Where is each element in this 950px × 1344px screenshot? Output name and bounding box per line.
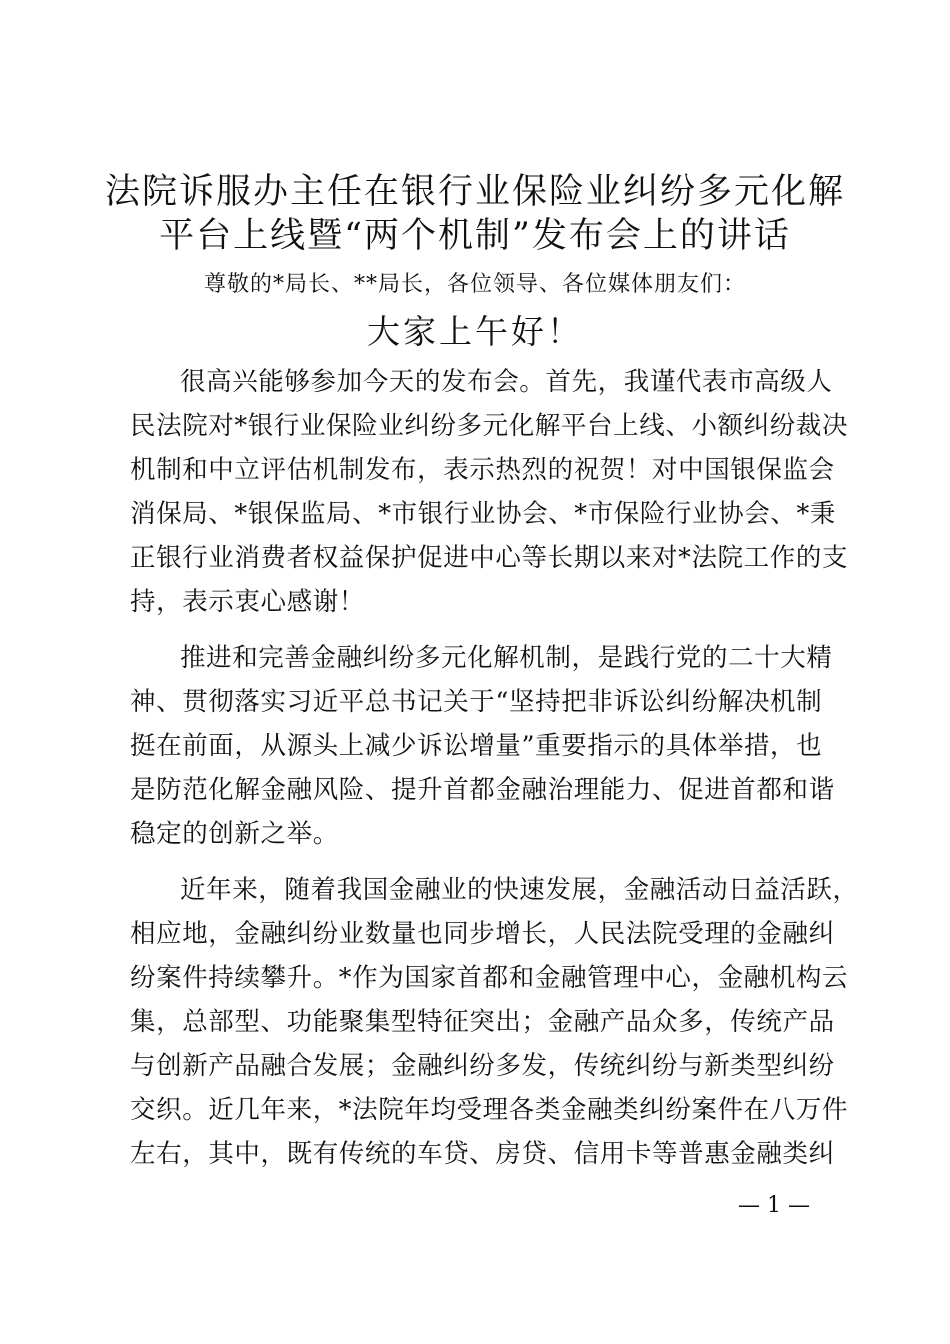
paragraph-1-line-6: 持，表示衷心感谢！ (130, 587, 365, 617)
paragraph-3-line-3: 纷案件持续攀升。*作为国家首都和金融管理中心，金融机构云 (130, 963, 849, 993)
paragraph-1-line-4: 消保局、*银保监局、*市银行业协会、*市保险行业协会、*秉 (130, 499, 836, 529)
paragraph-2-line-1: 推进和完善金融纠纷多元化解机制，是践行党的二十大精 (180, 643, 833, 673)
paragraph-3-line-5: 与创新产品融合发展；金融纠纷多发，传统纠纷与新类型纠纷 (130, 1051, 835, 1081)
document-title-line-2: 平台上线暨“两个机制”发布会上的讲话 (159, 216, 791, 256)
salutation: 尊敬的*局长、**局长，各位领导、各位媒体朋友们： (203, 272, 746, 297)
paragraph-3-line-1: 近年来，随着我国金融业的快速发展，金融活动日益活跃， (180, 875, 859, 905)
paragraph-2-line-4: 是防范化解金融风险、提升首都金融治理能力、促进首都和谐 (130, 775, 835, 805)
paragraph-2-line-5: 稳定的创新之举。 (130, 819, 339, 849)
paragraph-3-line-2: 相应地，金融纠纷业数量也同步增长，人民法院受理的金融纠 (130, 919, 835, 949)
paragraph-2-line-2: 神、贯彻落实习近平总书记关于“坚持把非诉讼纠纷解决机制 (130, 687, 823, 717)
paragraph-3-line-4: 集，总部型、功能聚集型特征突出；金融产品众多，传统产品 (130, 1007, 835, 1037)
document-title-line-1: 法院诉服办主任在银行业保险业纠纷多元化解 (104, 172, 845, 212)
paragraph-1-line-1: 很高兴能够参加今天的发布会。首先，我谨代表市高级人 (180, 367, 833, 397)
paragraph-3-line-7: 左右，其中，既有传统的车贷、房贷、信用卡等普惠金融类纠 (130, 1139, 835, 1169)
paragraph-2-line-3: 挺在前面，从源头上减少诉讼增量”重要指示的具体举措，也 (130, 731, 823, 761)
paragraph-1-line-5: 正银行业消费者权益保护促进中心等长期以来对*法院工作的支 (130, 543, 849, 573)
paragraph-1-line-2: 民法院对*银行业保险业纠纷多元化解平台上线、小额纠纷裁决 (130, 411, 849, 441)
greeting: 大家上午好！ (367, 312, 583, 351)
page-number: — 1 — (738, 1193, 810, 1218)
paragraph-1-line-3: 机制和中立评估机制发布，表示热烈的祝贺！对中国银保监会 (130, 455, 835, 485)
paragraph-3-line-6: 交织。近几年来，*法院年均受理各类金融类纠纷案件在八万件 (130, 1095, 849, 1125)
